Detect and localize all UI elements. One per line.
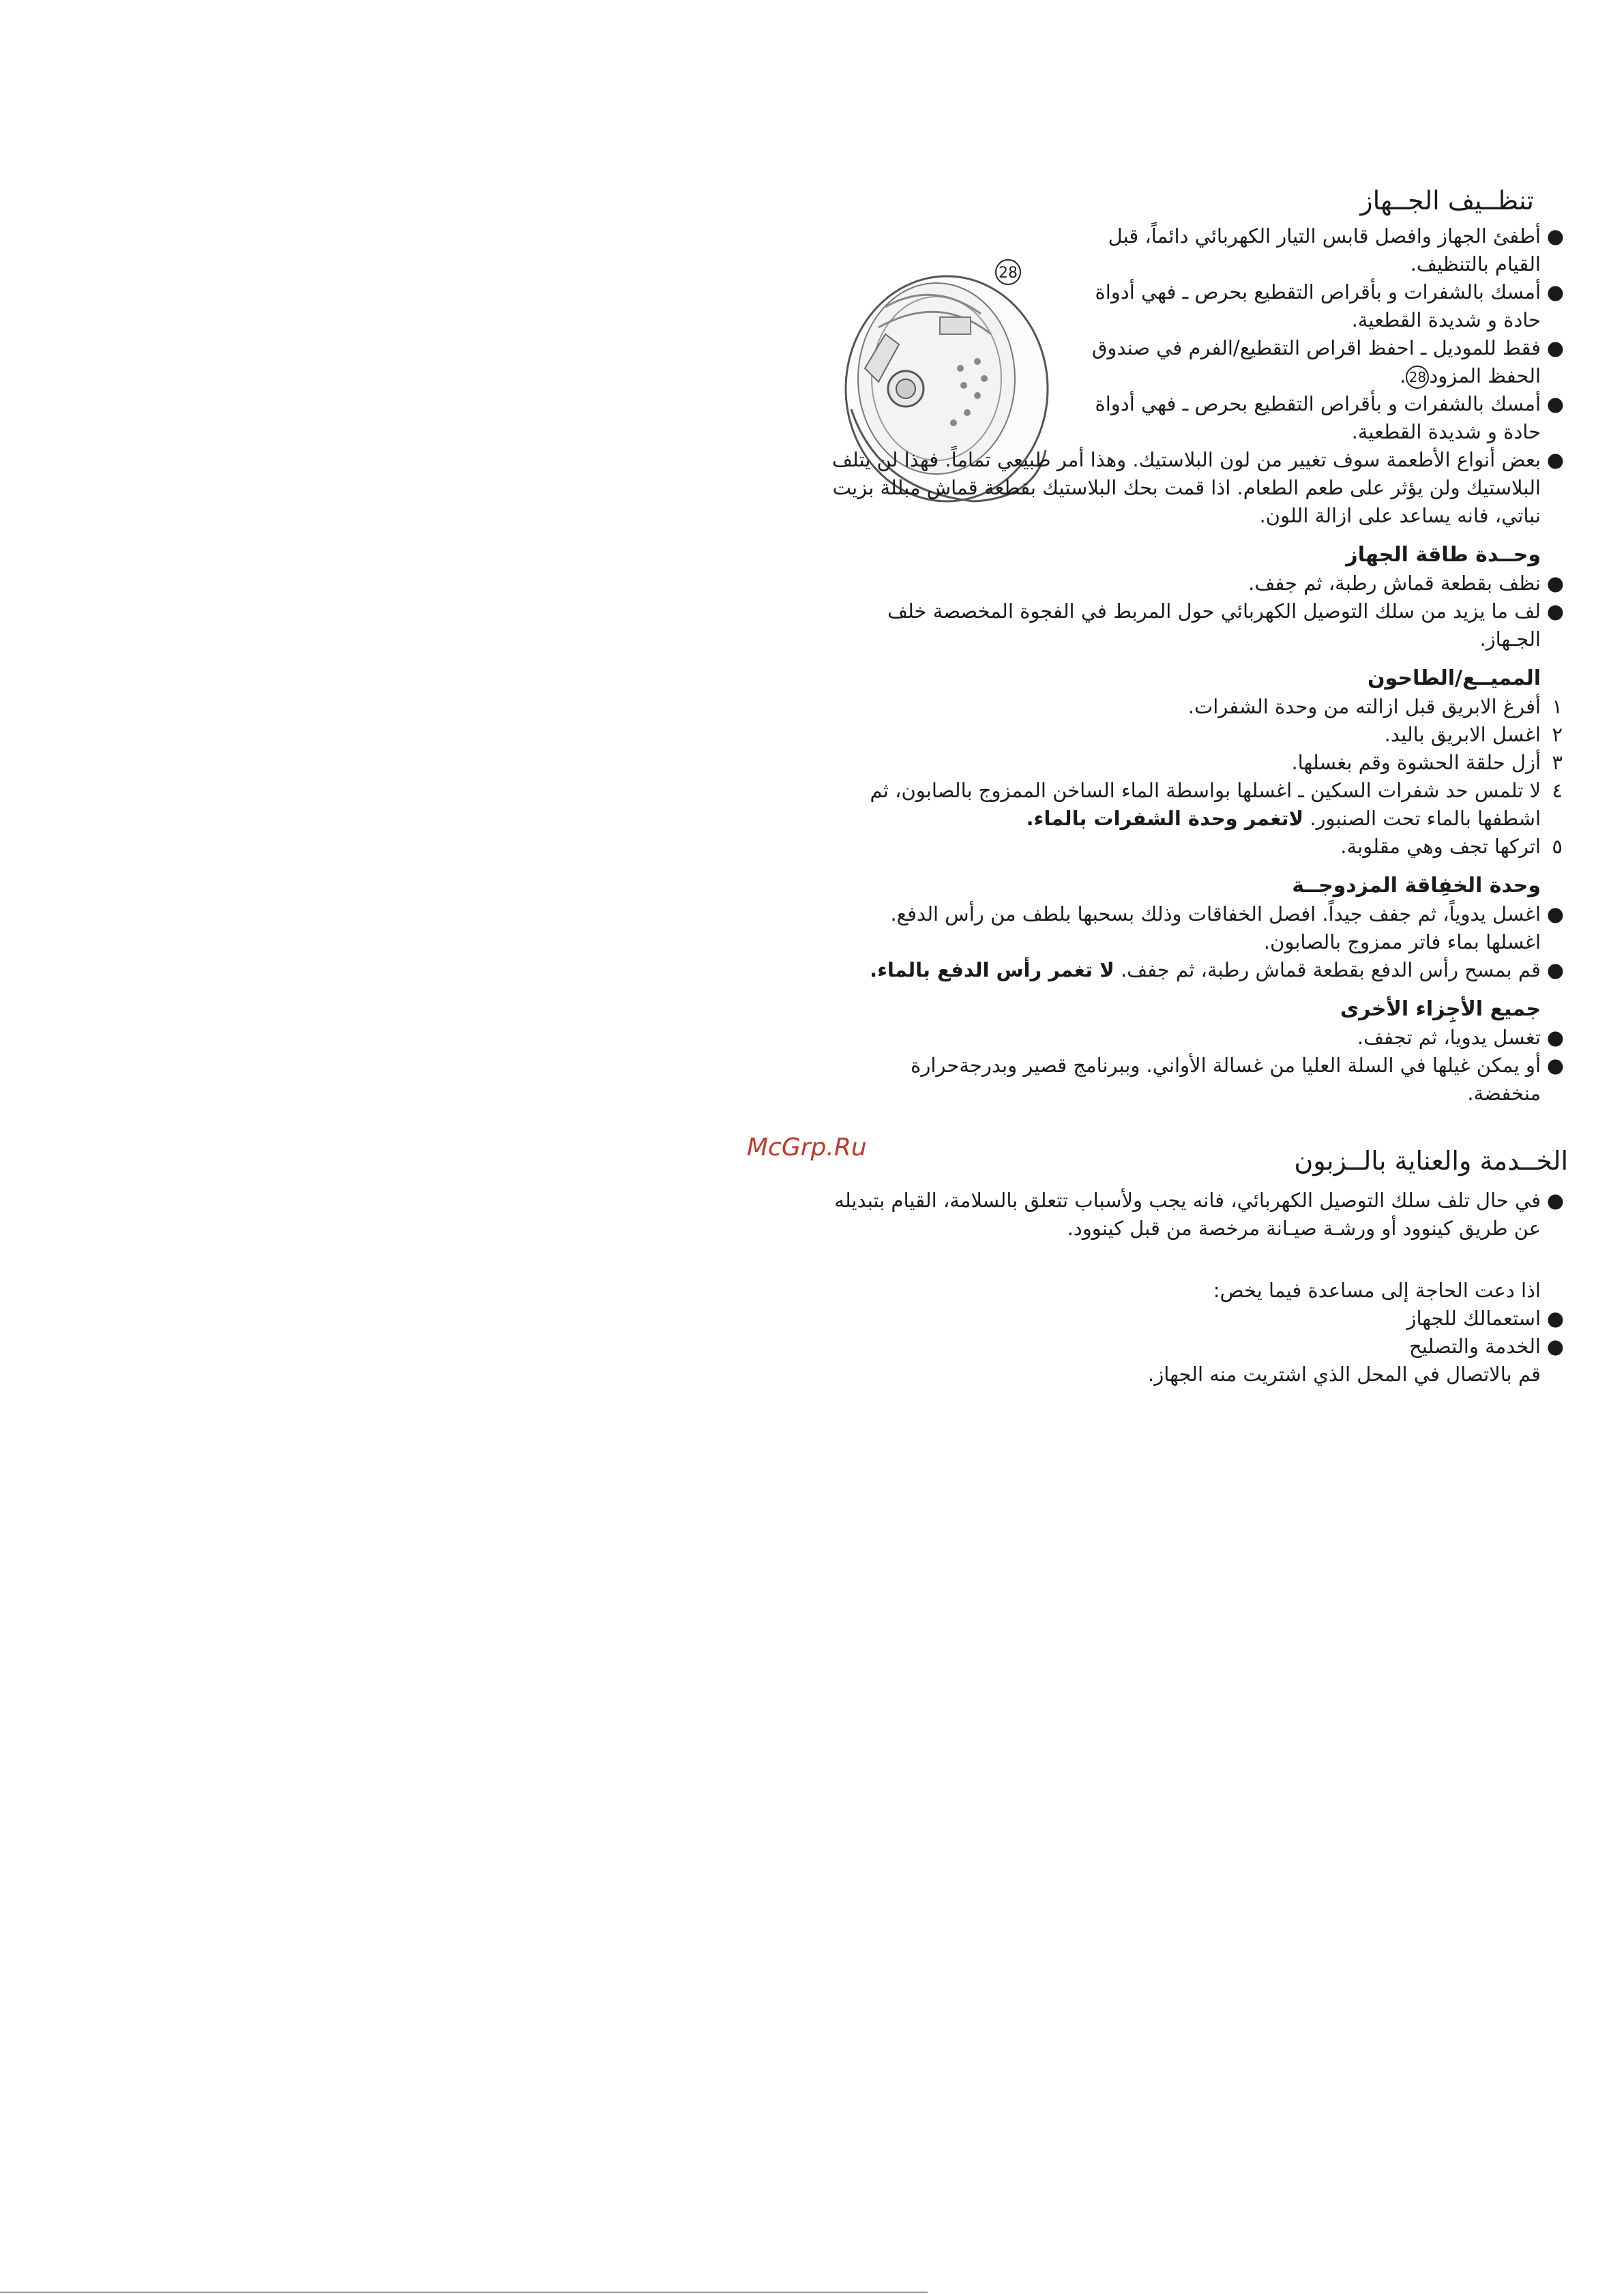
list-item: [831, 569, 1568, 597]
other-bullet-1: تغسل يدويا، ثم تجفف.: [1357, 1026, 1541, 1049]
step-number: ١: [1552, 695, 1563, 718]
cleaning-bullets-wide: [831, 446, 1568, 530]
step-text: أزل حلقة الحشوة وقم بغسلها.: [1291, 751, 1541, 774]
bullet-icon: ●: [1546, 448, 1564, 471]
step-number: ٣: [1552, 751, 1563, 774]
step-number: ٢: [1552, 723, 1563, 746]
list-item: [831, 1333, 1568, 1361]
other-bullet-2: أو يمكن غيلها في السلة العليا من غسالة الأواني. وببرنامج قصير وبدرجةحرارة منخفضة.: [911, 1054, 1541, 1105]
service-list: [831, 1305, 1568, 1361]
figure-ref-badge: 28: [1406, 366, 1429, 389]
list-item: [1091, 278, 1568, 334]
whisk-bullets: [831, 900, 1568, 984]
list-item: [831, 1187, 1568, 1243]
other-parts-bullets: [831, 1024, 1568, 1108]
bullet-icon: ●: [1546, 599, 1564, 623]
service-list-item-2: الخدمة والتصليح: [1408, 1335, 1541, 1358]
bullet-icon: ●: [1546, 902, 1564, 926]
list-item: [831, 446, 1568, 530]
list-item: [831, 749, 1568, 777]
step-text: اغسل الابريق باليد.: [1384, 723, 1541, 746]
service-list-item-1: استعمالك للجهاز: [1406, 1307, 1541, 1330]
cleaning-bullet-5: بعض أنواع الأطعمة سوف تغيير من لون البلاستيك. وهذا أمر طبيعي تماماً. فهذا لن يتلف البلاستيك ولن يؤثر على طعم الطعام. اذا قمت بحك البلاستيك بقطعة قماش مبللة بزيت نباتي، فانه يساعد على ازالة اللون.: [831, 448, 1541, 527]
other-parts-title: جميع الأجِزاء الأخرى: [1340, 997, 1541, 1021]
bullet-icon: ●: [1546, 336, 1564, 359]
whisk-bullet-2: قم بمسح رأس الدفع بقطعة قماش رطبة، ثم جفف.: [1120, 958, 1541, 981]
list-item: [831, 693, 1568, 721]
list-item: [831, 956, 1568, 984]
step-text: اتركها تجف وهي مقلوبة.: [1340, 835, 1541, 858]
step-warning: لاتغمر وحدة الشفرات بالماء.: [1026, 807, 1304, 830]
bullet-icon: ●: [1546, 572, 1564, 595]
bullet-icon: ●: [1546, 958, 1564, 981]
service-bullet-1: في حال تلف سلك التوصيل الكهربائي، فانه يجب ولأسباب تتعلق بالسلامة، القيام بتبديله عن طريق كينوود أو ورشـة صيـانة مرخصة من قبل كينوود.: [834, 1189, 1541, 1240]
service-title: الخــدمة والعناية بالــزبون: [1294, 1146, 1568, 1176]
power-unit-bullets: [831, 569, 1568, 653]
watermark-logo: McGrp.Ru: [747, 1134, 867, 1161]
list-item: [831, 597, 1568, 653]
blender-steps: [831, 693, 1568, 861]
bullet-icon: ●: [1546, 1307, 1564, 1330]
cleaning-bullet-3: فقط للموديل ـ احفظ اقراص التقطيع/الفرم في صندوق الحفظ المزود: [1091, 336, 1541, 387]
footer-divider: [0, 2292, 928, 2293]
figure-label: 28: [999, 265, 1018, 282]
cleaning-column: [831, 183, 1568, 1108]
cleaning-bullet-3-suffix: .: [1400, 364, 1406, 387]
list-item: [1091, 222, 1568, 278]
list-item: [831, 1024, 1568, 1052]
bullet-icon: ●: [1546, 224, 1564, 248]
cleaning-bullet-2: أمسك بالشفرات و بأقراص التقطيع بحرص ـ فهي أدواة حادة و شديدة القطعية.: [1095, 280, 1541, 331]
step-number: ٤: [1552, 779, 1563, 802]
step-text: أفرغ الابريق قبل ازالته من وحدة الشفرات.: [1187, 695, 1541, 718]
list-item: [831, 900, 1568, 956]
list-item: [831, 721, 1568, 749]
power-unit-bullet-1: نظف بقطعة قماش رطبة، ثم جفف.: [1248, 572, 1541, 595]
service-closing: قم بالاتصال في المحل الذي اشتريت منه الجهاز.: [1148, 1363, 1541, 1386]
blender-title: المميــع/الطاحون: [1367, 666, 1541, 690]
list-item: [831, 833, 1568, 861]
service-section: [831, 1187, 1568, 1389]
cleaning-bullets: [1091, 222, 1568, 446]
bullet-icon: ●: [1546, 1189, 1564, 1212]
list-item: [831, 777, 1568, 833]
list-item: [1091, 390, 1568, 446]
bullet-icon: ●: [1546, 1026, 1564, 1049]
bullet-icon: ●: [1546, 392, 1564, 415]
cleaning-title: تنظــيف الجــهاز: [1360, 186, 1534, 216]
bullet-icon: ●: [1546, 1054, 1564, 1077]
cleaning-bullet-1: أطفئ الجهاز وافصل قابس التيار الكهربائي دائماً، قبل القيام بالتنظيف.: [1108, 224, 1541, 276]
step-text: لا تلمس حد شفرات السكين ـ اغسلها بواسطة الماء الساخن الممزوج بالصابون، ثم اشطفها بالماء تحت الصنبور.: [870, 779, 1541, 830]
power-unit-title: وحــدة طاقة الجهاز: [1346, 543, 1541, 567]
list-item: [1091, 334, 1568, 390]
power-unit-bullet-2: لف ما يزيد من سلك التوصيل الكهربائي حول المربط في الفجوة المخصصة خلف الجـهاز.: [887, 599, 1541, 651]
whisk-bullet-1: اغسل يدوياً، ثم جفف جيداً. افصل الخفاقات وذلك بسحبها بلطف من رأس الدفع. اغسلها بماء فاتر ممزوج بالصابون.: [890, 902, 1541, 953]
bullet-icon: ●: [1546, 280, 1564, 303]
whisk-warning: لا تغمر رأس الدفع بالماء.: [870, 958, 1114, 981]
whisk-title: وحدة الخفِاقة المزدوجــة: [1292, 874, 1541, 898]
step-number: ٥: [1552, 835, 1563, 858]
list-item: [831, 1305, 1568, 1333]
list-item: [831, 1052, 1568, 1108]
cleaning-bullet-4: أمسك بالشفرات و بأقراص التقطيع بحرص ـ فهي أدواة حادة و شديدة القطعية.: [1095, 392, 1541, 443]
service-intro: اذا دعت الحاجة إلى مساعدة فيما يخص:: [1213, 1279, 1541, 1302]
bullet-icon: ●: [1546, 1335, 1564, 1358]
service-bullets: [831, 1187, 1568, 1243]
